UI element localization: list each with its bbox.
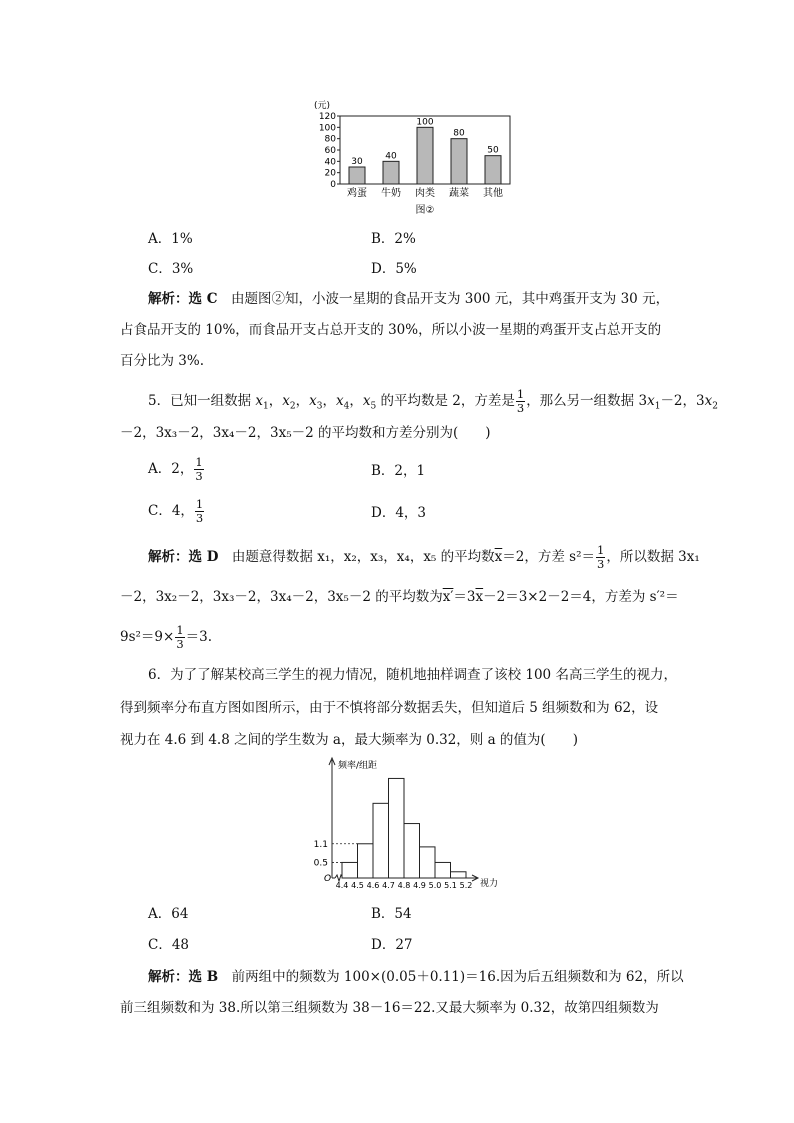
chart1-ytick-label: 100 — [318, 123, 336, 134]
q5-solution-line-3: 9s²＝9× $\frac{1}{3}$ ＝3. — [120, 623, 213, 651]
chart1-category-label: 鸡蛋 — [347, 188, 367, 199]
vision-histogram — [306, 756, 526, 896]
chart2-xtick-label: 4.5 — [351, 881, 364, 890]
q5-text-post: ，那么另一组数据 — [526, 393, 639, 409]
q5-solution-label: 解析：选 D — [148, 549, 219, 565]
chart2-ytick-label: 0.5 — [313, 858, 328, 869]
q4-option-d: D．5% — [371, 261, 417, 277]
q5-text-pre: 5．已知一组数据 — [148, 393, 256, 409]
chart1-ytick-label: 0 — [330, 180, 336, 190]
chart2-bar — [389, 778, 405, 878]
chart1-category-label: 牛奶 — [381, 188, 401, 199]
chart1-bar-value: 50 — [487, 145, 499, 156]
q5-question-line-2: －2，3x₃－2，3x₄－2，3x₅－2 的平均数和方差分别为( ) — [120, 425, 491, 441]
q6-option-a: A．64 — [148, 906, 189, 922]
q5-option-a: A．2， $\frac{1}{3}$ — [148, 455, 203, 483]
q5-option-d: D．4，3 — [371, 505, 427, 521]
chart1-bar — [383, 161, 399, 184]
q4-option-a: A．1% — [148, 231, 193, 247]
chart1-category-label: 肉类 — [415, 188, 435, 199]
chart1-bar-value: 30 — [351, 157, 363, 167]
chart2-xtick-label: 4.6 — [366, 881, 380, 890]
chart1-bar-value: 100 — [416, 117, 434, 128]
chart1-bar — [349, 167, 365, 184]
q5-option-b: B．2，1 — [371, 463, 426, 479]
chart2-xtick-label: 4.8 — [397, 881, 411, 890]
chart1-ylabel: (元) — [314, 101, 331, 111]
q5-option-c: C．4， $\frac{1}{3}$ — [148, 497, 204, 525]
q6-option-d: D．27 — [371, 937, 413, 953]
q4-solution-line-1 — [148, 290, 669, 308]
q5-fraction: $\frac{1}{3}$ — [516, 387, 525, 415]
chart2-bar — [404, 824, 420, 878]
q6-question-line-3: 视力在 4.6 到 4.8 之间的学生数为 a，最大频率为 0.32，则 a 的值为( ) — [120, 732, 578, 748]
chart2-y-title: 频率/组距 — [338, 761, 378, 771]
q6-question-line-2: 得到频率分布直方图如图所示，由于不慎将部分数据丢失，但知道后 5 组频数和为 62，设 — [120, 700, 659, 716]
chart1-ytick-label: 60 — [324, 146, 336, 156]
chart2-ytick-label: 1.1 — [313, 839, 328, 850]
q6-question-line-1: 6．为了了解某校高三学生的视力情况，随机地抽样调查了该校 100 名高三学生的视力， — [148, 667, 677, 683]
chart1-bar-value: 40 — [385, 151, 397, 162]
q5-solution-line-2: －2，3x₂－2，3x₃－2，3x₄－2，3x₅－2 的平均数为$x'=3\overline{x}-2=3\times 2-2=4$，方差为 s′²＝ — [120, 589, 679, 605]
chart1-bar — [451, 139, 467, 184]
chart2-xtick-label: 5.0 — [428, 881, 442, 890]
chart2-bar — [451, 872, 467, 878]
q6-solution-line-2: 前三组频数和为 38.所以第三组频数为 38－16＝22.又最大频率为 0.32，故第四组频数为 — [120, 1000, 659, 1016]
q5-text-mid: 的平均数是 2，方差是 — [376, 393, 515, 409]
chart2-xtick-label: 5.1 — [444, 881, 457, 890]
expense-bar-chart — [300, 96, 530, 220]
chart2-bar — [342, 862, 358, 878]
chart1-ytick-label: 120 — [318, 112, 336, 122]
chart2-x-title: 视力 — [480, 879, 499, 889]
q5-solution-line-1: 解析：选 D 由题意得数据 x₁，x₂，x₃，x₄，x₅ 的平均数$\overline{x}=2$，方差 s²＝ $\frac{1}{3}$ ，所以数据 3x₁ — [148, 543, 700, 571]
q4-solution-line-2: 占食品开支的 10%，而食品开支占总开支的 30%，所以小波一星期的鸡蛋开支占总开支的 — [120, 322, 662, 338]
q4-solution-text-1: 由题图②知，小波一星期的食品开支为 300 元，其中鸡蛋开支为 30 元， — [230, 291, 670, 307]
q6-option-b: B．54 — [371, 906, 412, 922]
q5-question-line-1: 5．已知一组数据 $x_1$，$x_2$，$x_3$，$x_4$，$x_5$ 的平均数是 2，方差是 $\frac{1}{3}$ ，那么另一组数据 $3x_1-2$，$3x_2$ — [148, 387, 718, 415]
chart1-category-label: 其他 — [483, 188, 503, 199]
chart2-xtick-label: 4.9 — [413, 881, 426, 890]
chart1-caption: 图② — [415, 205, 435, 216]
chart1-ytick-label: 20 — [324, 168, 336, 179]
chart2-xtick-label: 4.4 — [335, 881, 349, 890]
chart2-bar — [373, 803, 389, 878]
chart2-bar — [420, 847, 436, 878]
q4-solution-label: 解析：选 C — [148, 291, 218, 307]
chart1-bar — [485, 156, 501, 184]
chart1-ytick-label: 40 — [324, 157, 336, 168]
chart2-bar — [358, 844, 374, 878]
chart1-bar-value: 80 — [453, 128, 465, 139]
chart1-category-label: 蔬菜 — [449, 188, 469, 199]
chart2-origin: O — [324, 874, 332, 884]
chart2-xtick-label: 4.7 — [382, 881, 395, 890]
q6-option-c: C．48 — [148, 937, 190, 953]
chart1-ytick-label: 80 — [324, 134, 336, 145]
chart2-xtick-label: 5.2 — [459, 881, 473, 890]
q4-option-b: B．2% — [371, 231, 416, 247]
chart2-bar — [435, 862, 451, 878]
q4-solution-line-3: 百分比为 3%. — [120, 353, 204, 369]
q6-solution-label: 解析：选 B — [148, 969, 219, 985]
q4-option-c: C．3% — [148, 261, 194, 277]
chart1-bar — [417, 127, 433, 184]
q6-solution-line-1: 解析：选 B 前两组中的频数为 100×(0.05＋0.11)＝16.因为后五组频数和为 62，所以 — [148, 969, 684, 985]
